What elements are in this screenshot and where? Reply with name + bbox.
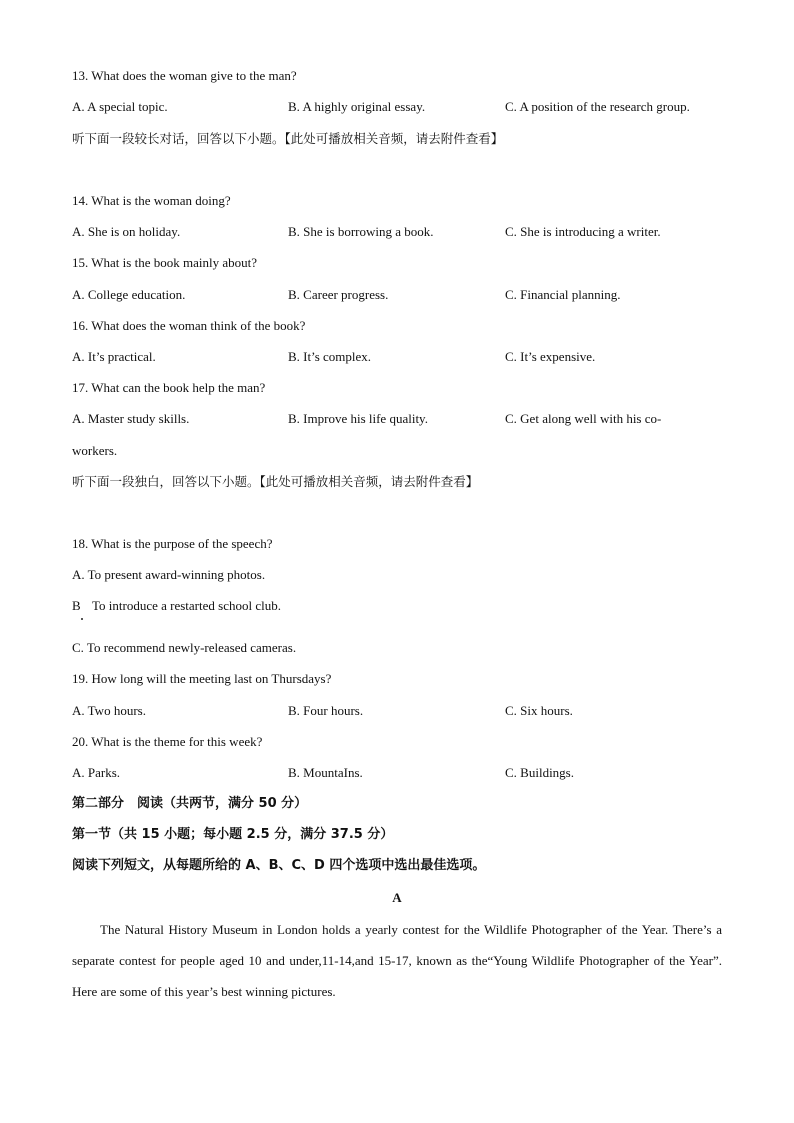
- q19-option-c: C. Six hours.: [505, 703, 573, 718]
- q13-option-b: B. A highly original essay.: [288, 99, 426, 114]
- q16-option-b: B. It’s complex.: [288, 349, 372, 364]
- q19-option-b: B. Four hours.: [288, 703, 364, 718]
- question-18: 18. What is the purpose of the speech?: [72, 536, 273, 551]
- q18-option-b-letter: B: [72, 598, 81, 613]
- q15-option-b: B. Career progress.: [288, 287, 389, 302]
- q15-option-a: A. College education.: [72, 287, 186, 302]
- q14-option-c: C. She is introducing a writer.: [505, 224, 661, 239]
- q17-option-c: C. Get along well with his co-: [505, 411, 662, 426]
- passage-label: A: [392, 890, 402, 905]
- q18-option-a: A. To present award-winning photos.: [72, 567, 266, 582]
- reading-instruction: 阅读下列短文，从每题所给的 A、B、C、D 四个选项中选出最佳选项。: [72, 858, 486, 873]
- stray-dot: [81, 618, 83, 620]
- q15-option-c: C. Financial planning.: [505, 287, 621, 302]
- section-long-dialogue-instruction: 听下面一段较长对话，回答以下小题。【此处可播放相关音频，请去附件查看】: [72, 131, 504, 146]
- question-13: 13. What does the woman give to the man?: [72, 68, 297, 83]
- q19-option-a: A. Two hours.: [72, 703, 146, 718]
- q14-option-a: A. She is on holiday.: [72, 224, 181, 239]
- q17-option-a: A. Master study skills.: [72, 411, 190, 426]
- q18-option-b: To introduce a restarted school club.: [92, 598, 281, 613]
- section-monologue-instruction: 听下面一段独白，回答以下小题。【此处可播放相关音频，请去附件查看】: [72, 474, 479, 489]
- question-20: 20. What is the theme for this week?: [72, 734, 263, 749]
- q20-option-a: A. Parks.: [72, 765, 121, 780]
- q20-option-b: B. MountaIns.: [288, 765, 363, 780]
- question-17: 17. What can the book help the man?: [72, 380, 266, 395]
- q18-option-c: C. To recommend newly-released cameras.: [72, 640, 297, 655]
- q16-option-c: C. It’s expensive.: [505, 349, 596, 364]
- q13-option-c: C. A position of the research group.: [505, 99, 690, 114]
- q17-option-c-continuation: workers.: [72, 443, 118, 458]
- passage-paragraph: The Natural History Museum in London holds a yearly contest for the Wildlife Photographer of the Year. There’s a separate contest for people aged 10 and under,11-14,and 15-17, known as the“Young Wildlife Photographer of the Year”. Here are some of this year’s best winning pictures.: [72, 922, 722, 999]
- section-one-heading: 第一节（共 15 小题；每小题 2.5 分，满分 37.5 分）: [72, 827, 394, 842]
- question-19: 19. How long will the meeting last on Thursdays?: [72, 671, 332, 686]
- question-14: 14. What is the woman doing?: [72, 193, 231, 208]
- q16-option-a: A. It’s practical.: [72, 349, 156, 364]
- question-16: 16. What does the woman think of the book?: [72, 318, 306, 333]
- q17-option-b: B. Improve his life quality.: [288, 411, 428, 426]
- part-two-heading: 第二部分 阅读（共两节，满分 50 分）: [72, 796, 308, 811]
- q20-option-c: C. Buildings.: [505, 765, 574, 780]
- q13-option-a: A. A special topic.: [72, 99, 168, 114]
- question-15: 15. What is the book mainly about?: [72, 255, 257, 270]
- q14-option-b: B. She is borrowing a book.: [288, 224, 434, 239]
